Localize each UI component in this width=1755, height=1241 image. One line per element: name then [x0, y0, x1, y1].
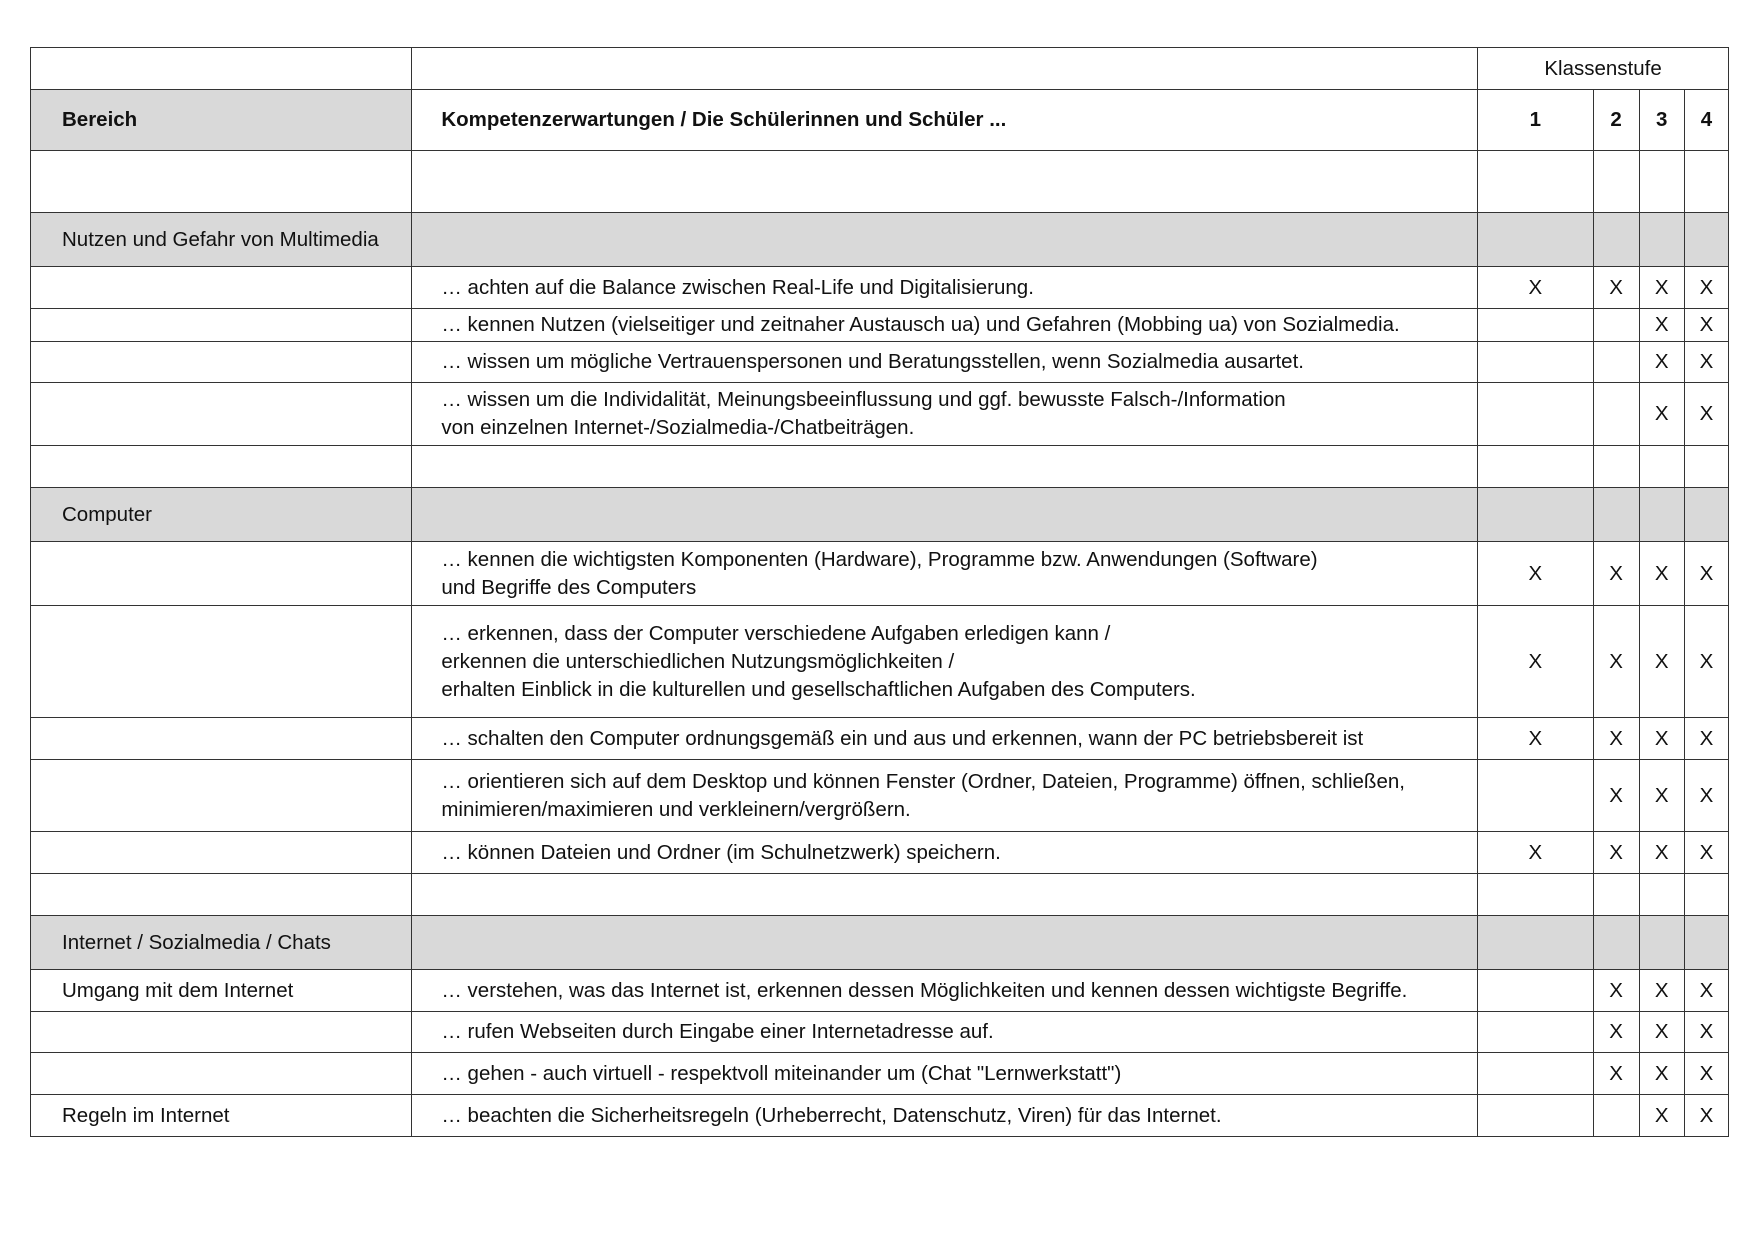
competency-line: … orientieren sich auf dem Desktop und können Fenster (Ordner, Dateien, Programme) öffnen, schließen, — [441, 769, 1405, 793]
competency-line: … wissen um mögliche Vertrauenspersonen und Beratungsstellen, wenn Sozialmedia ausartet. — [441, 350, 1304, 373]
competency-row — [31, 1095, 1729, 1137]
level-1-mark: X — [1478, 606, 1593, 718]
competency-text — [412, 832, 1478, 874]
empty-cell — [1593, 151, 1639, 213]
competency-line: … schalten den Computer ordnungsgemäß ein und aus und erkennen, wann der PC betriebsbereit ist — [441, 726, 1364, 750]
level-3-mark: X — [1639, 832, 1684, 874]
level-1-mark: X — [1478, 718, 1593, 760]
area-label — [31, 718, 412, 760]
competency-line: erkennen die unterschiedlichen Nutzungsmöglichkeiten / — [441, 649, 955, 673]
column-header-row — [31, 90, 1729, 151]
section-fill-cell — [1478, 213, 1593, 267]
area-label — [31, 606, 412, 718]
level-2-mark: X — [1593, 760, 1639, 832]
competency-line: … gehen - auch virtuell - respektvoll miteinander um (Chat "Lernwerkstatt") — [441, 1061, 1122, 1085]
competency-line: … können Dateien und Ordner (im Schulnetzwerk) speichern. — [441, 840, 1001, 864]
competency-row — [31, 718, 1729, 760]
empty-cell — [412, 874, 1478, 916]
competency-row — [31, 542, 1729, 606]
level-3-mark: X — [1639, 1053, 1684, 1095]
level-3-mark: X — [1639, 1012, 1684, 1053]
level-1-mark — [1478, 383, 1593, 446]
level-3-mark: X — [1639, 970, 1684, 1012]
competency-row — [31, 1012, 1729, 1053]
empty-cell — [31, 446, 412, 488]
competency-text — [412, 1012, 1478, 1053]
level-3-mark: X — [1639, 309, 1684, 342]
level-4-mark: X — [1684, 1053, 1728, 1095]
level-2-mark: X — [1593, 606, 1639, 718]
level-4-mark: X — [1684, 970, 1728, 1012]
section-fill-cell — [412, 213, 1478, 267]
competency-row — [31, 606, 1729, 718]
empty-cell — [1593, 446, 1639, 488]
empty-cell — [31, 874, 412, 916]
area-label: Regeln im Internet — [31, 1095, 412, 1137]
empty-cell — [31, 151, 412, 213]
competency-line: … erkennen, dass der Computer verschiedene Aufgaben erledigen kann / — [441, 621, 1111, 645]
level-2-header: 2 — [1593, 90, 1639, 151]
area-label — [31, 383, 412, 446]
section-fill-cell — [1478, 916, 1593, 970]
competency-row — [31, 309, 1729, 342]
level-1-mark — [1478, 342, 1593, 383]
competency-text — [412, 383, 1478, 446]
level-2-mark: X — [1593, 1053, 1639, 1095]
competency-table — [30, 47, 1729, 1137]
competency-text — [412, 342, 1478, 383]
area-label: Umgang mit dem Internet — [31, 970, 412, 1012]
competency-text — [412, 606, 1478, 718]
section-title: Nutzen und Gefahr von Multimedia — [31, 213, 412, 267]
level-1-mark: X — [1478, 267, 1593, 309]
level-4-mark: X — [1684, 309, 1728, 342]
level-1-mark: X — [1478, 542, 1593, 606]
section-fill-cell — [1478, 488, 1593, 542]
competency-line: minimieren/maximieren und verkleinern/vergrößern. — [441, 797, 911, 821]
section-fill-cell — [1593, 213, 1639, 267]
level-2-mark: X — [1593, 718, 1639, 760]
klassenstufe-header: Klassenstufe — [1478, 48, 1729, 90]
level-2-mark — [1593, 383, 1639, 446]
section-title: Internet / Sozialmedia / Chats — [31, 916, 412, 970]
level-3-mark: X — [1639, 267, 1684, 309]
competency-line: … beachten die Sicherheitsregeln (Urheberrecht, Datenschutz, Viren) für das Internet. — [441, 1103, 1222, 1127]
level-1-header: 1 — [1478, 90, 1593, 151]
kompetenz-header: Kompetenzerwartungen / Die Schülerinnen und Schüler ... — [412, 90, 1478, 151]
empty-cell — [1478, 874, 1593, 916]
level-3-mark: X — [1639, 342, 1684, 383]
level-4-mark: X — [1684, 1095, 1728, 1137]
competency-text — [412, 267, 1478, 309]
competency-line: … verstehen, was das Internet ist, erkennen dessen Möglichkeiten und kennen dessen wichtigste Begriffe. — [441, 978, 1408, 1002]
competency-line: und Begriffe des Computers — [441, 575, 697, 599]
section-fill-cell — [1639, 213, 1684, 267]
competency-row — [31, 970, 1729, 1012]
level-1-mark — [1478, 1012, 1593, 1053]
competency-document — [30, 47, 1729, 1137]
level-4-mark: X — [1684, 383, 1728, 446]
level-1-mark — [1478, 309, 1593, 342]
competency-text — [412, 542, 1478, 606]
level-4-mark: X — [1684, 342, 1728, 383]
empty-cell — [1639, 874, 1684, 916]
level-3-header: 3 — [1639, 90, 1684, 151]
section-fill-cell — [1639, 916, 1684, 970]
spacer-row — [31, 151, 1729, 213]
area-label — [31, 342, 412, 383]
competency-row — [31, 832, 1729, 874]
competency-row — [31, 760, 1729, 832]
level-4-header: 4 — [1684, 90, 1728, 151]
level-4-mark: X — [1684, 542, 1728, 606]
empty-cell — [1684, 446, 1728, 488]
section-fill-cell — [412, 488, 1478, 542]
level-2-mark: X — [1593, 267, 1639, 309]
section-fill-cell — [1684, 916, 1728, 970]
competency-text — [412, 760, 1478, 832]
level-2-mark — [1593, 1095, 1639, 1137]
competency-line: … achten auf die Balance zwischen Real-Life und Digitalisierung. — [441, 275, 1034, 299]
spacer-row — [31, 874, 1729, 916]
level-2-mark: X — [1593, 970, 1639, 1012]
level-4-mark: X — [1684, 718, 1728, 760]
level-3-mark: X — [1639, 718, 1684, 760]
level-4-mark: X — [1684, 832, 1728, 874]
level-2-mark — [1593, 342, 1639, 383]
competency-line: … wissen um die Individalität, Meinungsbeeinflussung und ggf. bewusste Falsch-/Information — [441, 388, 1286, 411]
area-label — [31, 267, 412, 309]
empty-cell — [1478, 151, 1593, 213]
empty-cell — [1639, 446, 1684, 488]
level-4-mark: X — [1684, 606, 1728, 718]
competency-line: erhalten Einblick in die kulturellen und gesellschaftlichen Aufgaben des Computers. — [441, 677, 1196, 701]
bereich-header: Bereich — [31, 90, 412, 151]
competency-line: … kennen die wichtigsten Komponenten (Hardware), Programme bzw. Anwendungen (Software) — [441, 547, 1318, 571]
empty-cell — [1684, 874, 1728, 916]
level-1-mark: X — [1478, 832, 1593, 874]
empty-cell — [1639, 151, 1684, 213]
level-3-mark: X — [1639, 542, 1684, 606]
competency-line: … kennen Nutzen (vielseitiger und zeitnaher Austausch ua) und Gefahren (Mobbing ua) von Sozialmedia. — [441, 313, 1400, 336]
level-1-mark — [1478, 760, 1593, 832]
area-label — [31, 832, 412, 874]
section-title: Computer — [31, 488, 412, 542]
area-label — [31, 1053, 412, 1095]
competency-line: … rufen Webseiten durch Eingabe einer Internetadresse auf. — [441, 1020, 994, 1043]
level-1-mark — [1478, 970, 1593, 1012]
klassenstufe-row — [31, 48, 1729, 90]
area-label — [31, 309, 412, 342]
level-2-mark: X — [1593, 1012, 1639, 1053]
level-2-mark: X — [1593, 542, 1639, 606]
level-3-mark: X — [1639, 1095, 1684, 1137]
area-label — [31, 542, 412, 606]
empty-cell — [412, 446, 1478, 488]
level-4-mark: X — [1684, 760, 1728, 832]
competency-text — [412, 970, 1478, 1012]
empty-cell — [1684, 151, 1728, 213]
level-1-mark — [1478, 1095, 1593, 1137]
section-fill-cell — [1593, 916, 1639, 970]
section-fill-cell — [1684, 488, 1728, 542]
competency-text — [412, 1095, 1478, 1137]
section-header-row — [31, 488, 1729, 542]
level-2-mark: X — [1593, 832, 1639, 874]
section-fill-cell — [1639, 488, 1684, 542]
competency-text — [412, 309, 1478, 342]
level-3-mark: X — [1639, 760, 1684, 832]
level-3-mark: X — [1639, 383, 1684, 446]
competency-line: von einzelnen Internet-/Sozialmedia-/Chatbeiträgen. — [441, 416, 915, 439]
level-3-mark: X — [1639, 606, 1684, 718]
spacer-row — [31, 446, 1729, 488]
section-fill-cell — [1593, 488, 1639, 542]
competency-row — [31, 383, 1729, 446]
competency-row — [31, 342, 1729, 383]
section-header-row — [31, 916, 1729, 970]
empty-cell — [1478, 446, 1593, 488]
section-fill-cell — [412, 916, 1478, 970]
level-4-mark: X — [1684, 1012, 1728, 1053]
area-label — [31, 760, 412, 832]
competency-text — [412, 718, 1478, 760]
competency-row — [31, 1053, 1729, 1095]
empty-cell — [1593, 874, 1639, 916]
area-label — [31, 1012, 412, 1053]
section-fill-cell — [1684, 213, 1728, 267]
empty-cell — [412, 151, 1478, 213]
section-header-row — [31, 213, 1729, 267]
competency-row — [31, 267, 1729, 309]
competency-text — [412, 1053, 1478, 1095]
level-4-mark: X — [1684, 267, 1728, 309]
level-1-mark — [1478, 1053, 1593, 1095]
level-2-mark — [1593, 309, 1639, 342]
